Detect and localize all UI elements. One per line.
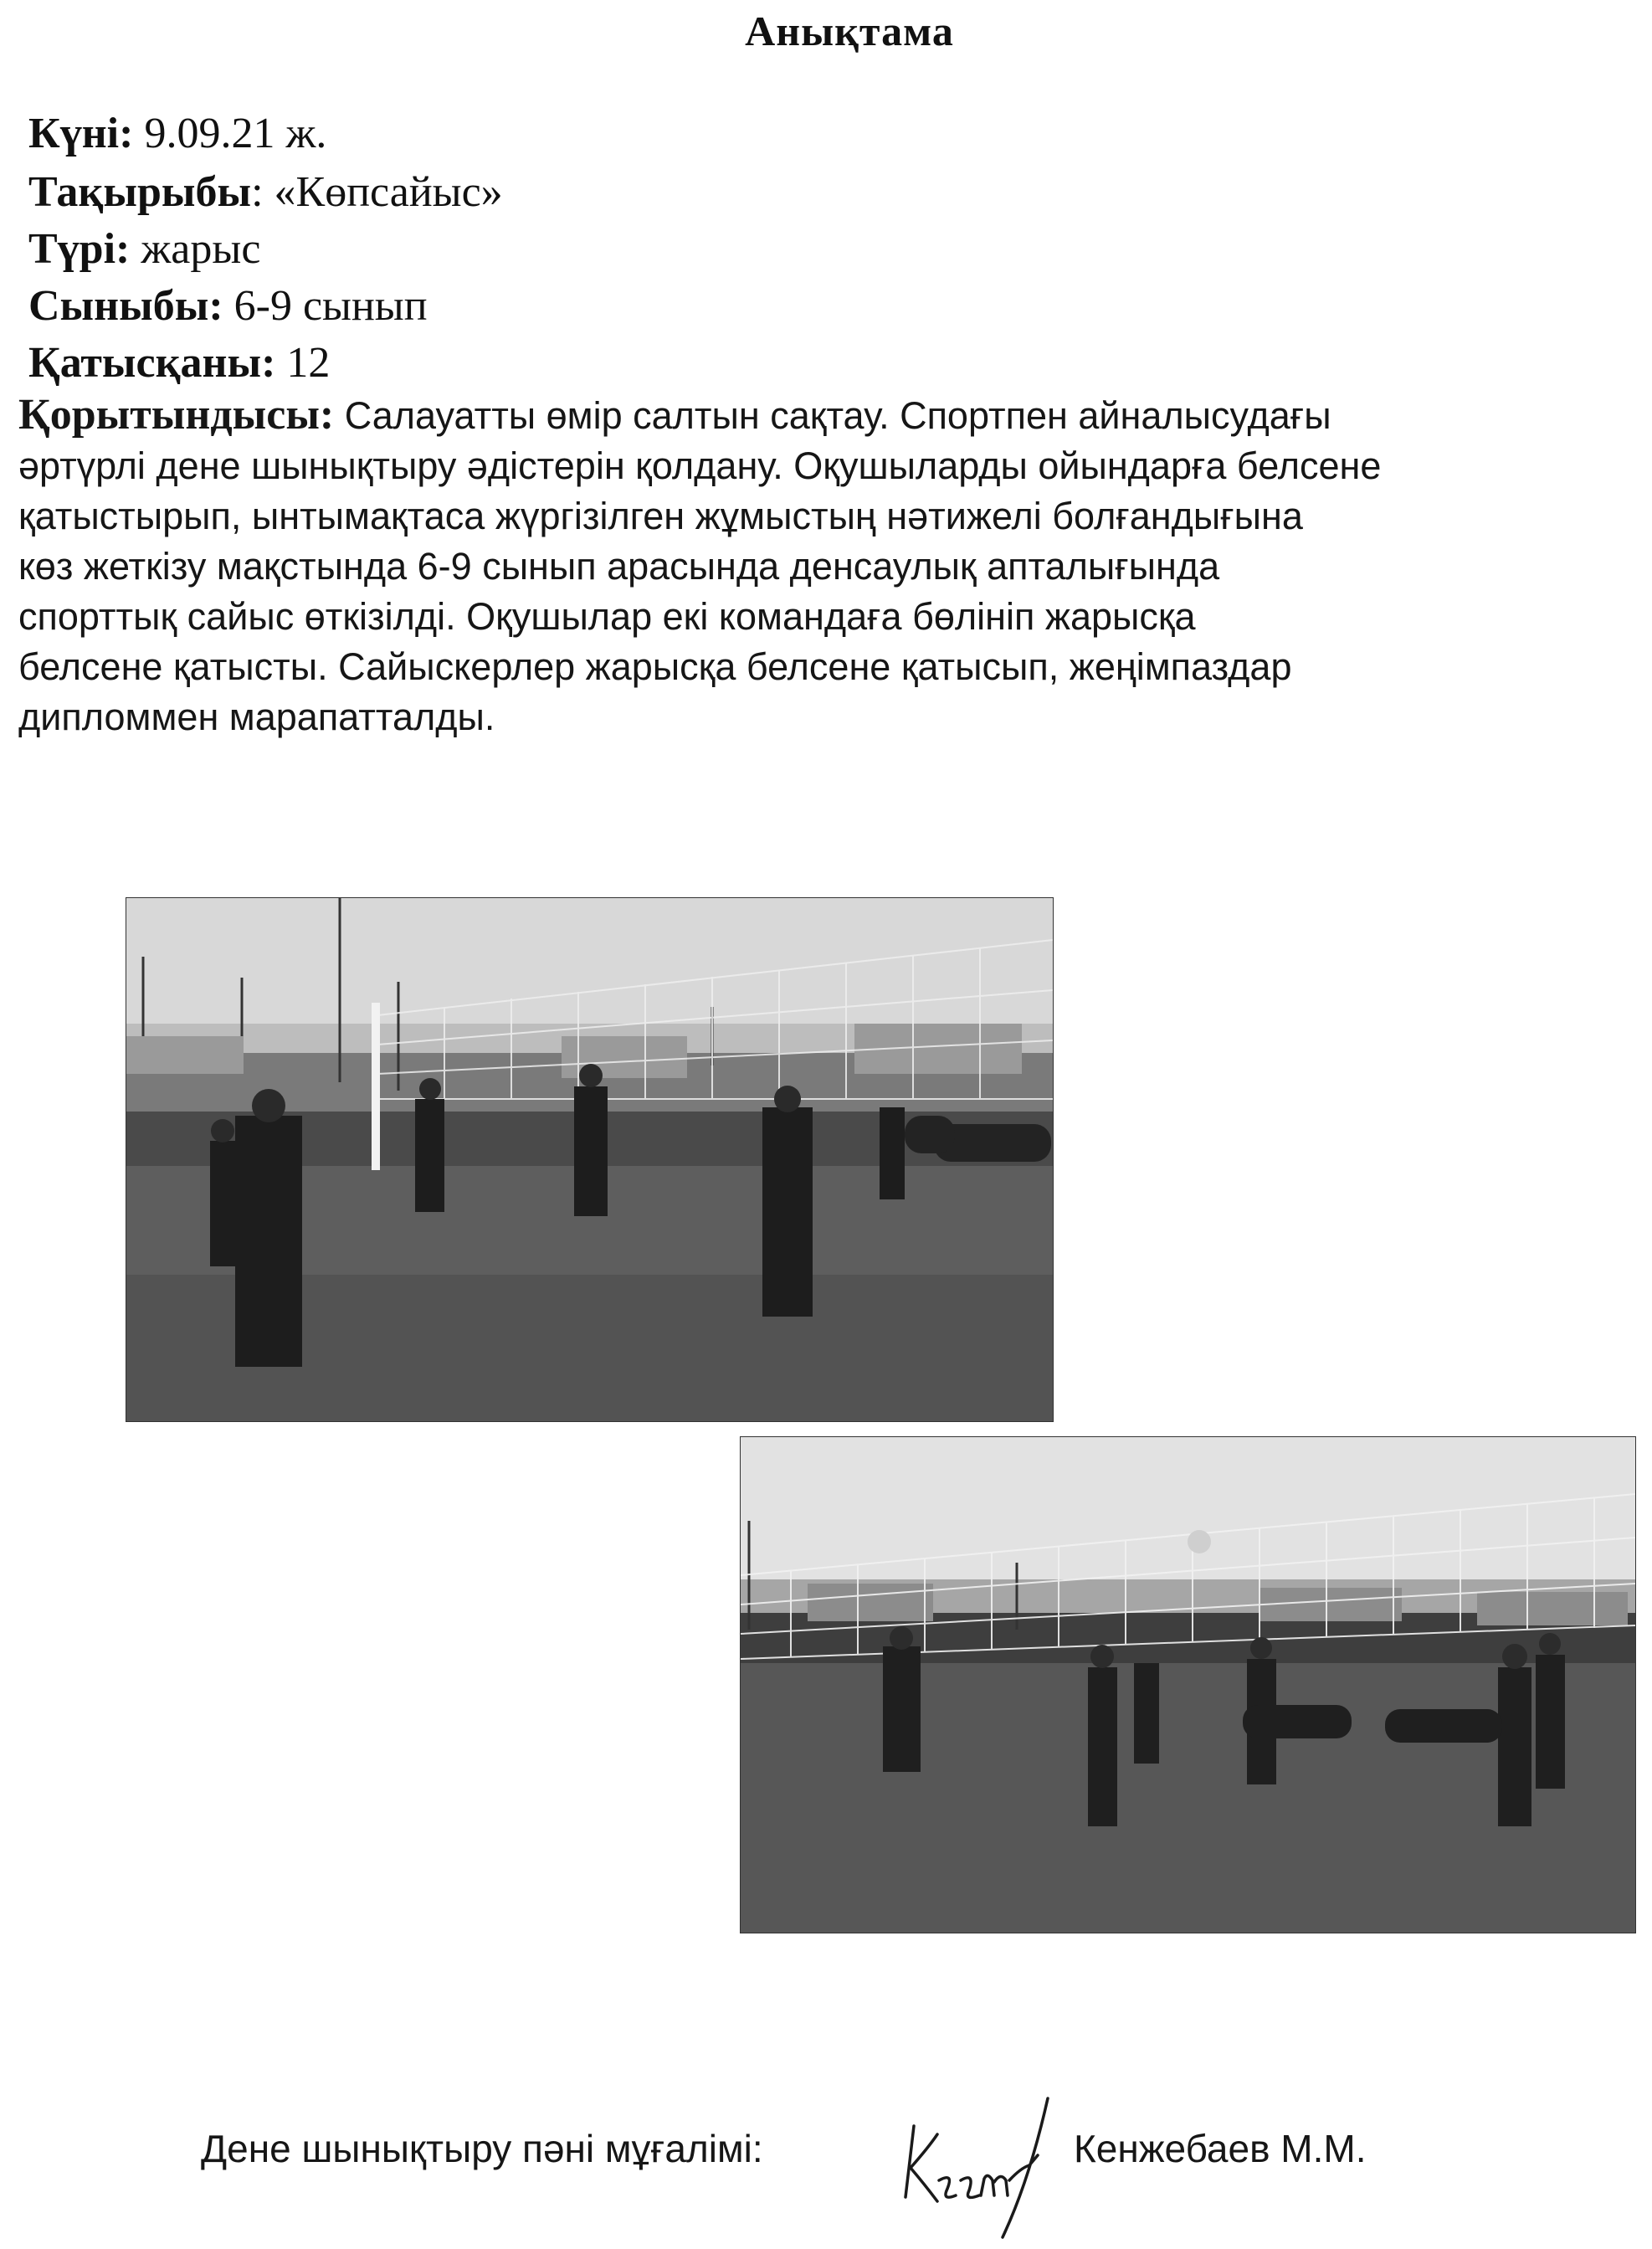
field-participants-label: Қатысқаны: <box>28 339 276 387</box>
summary-line: әртүрлі дене шынықтыру әдістерін қолдану. Оқушыларды ойындарға белсене <box>18 444 1382 487</box>
field-topic-value: : «Көпсайыс» <box>251 168 503 216</box>
summary-text: Салауатты өмір салтын сақтау. Спортпен айналысудағы <box>334 394 1331 437</box>
field-topic-label: Тақырыбы <box>28 168 252 216</box>
field-type-value: жарыс <box>130 225 261 273</box>
summary-line: қатыстырып, ынтымақтаса жүргізілген жұмыстың нәтижелі болғандығына <box>18 495 1303 537</box>
summary-line: спорттық сайыс өткізілді. Оқушылар екі командаға бөлініп жарысқа <box>18 595 1196 638</box>
signature-name: Кенжебаев М.М. <box>1074 2127 1367 2170</box>
event-photo-2 <box>740 1436 1636 1933</box>
field-grade-label: Сыныбы: <box>28 282 223 330</box>
signature-role: Дене шынықтыру пәні мұғалімі: <box>201 2127 763 2170</box>
summary-line: белсене қатысты. Сайыскерлер жарысқа белсене қатысып, жеңімпаздар <box>18 645 1292 688</box>
summary-line: көз жеткізу мақстында 6-9 сынып арасында денсаулық апталығында <box>18 545 1220 588</box>
handwritten-signature <box>904 2088 1071 2239</box>
field-date-value: 9.09.21 ж. <box>133 110 327 157</box>
field-date <box>28 107 326 161</box>
summary-line <box>18 390 1638 441</box>
event-photo-1 <box>126 897 1054 1422</box>
summary-line: дипломмен марапатталды. <box>18 696 495 738</box>
field-participants <box>28 336 330 390</box>
field-type-label: Түрі: <box>28 225 131 273</box>
volleyball-photo-1 <box>126 898 1053 1421</box>
field-grade-value: 6-9 сынып <box>223 282 428 330</box>
document-title: Анықтама <box>745 8 954 54</box>
field-participants-value: 12 <box>275 339 331 387</box>
field-date-label: Күні: <box>28 110 134 157</box>
field-topic <box>28 166 503 219</box>
summary-label: Қорытындысы: <box>18 391 335 439</box>
volleyball-photo-2 <box>741 1437 1635 1933</box>
field-type <box>28 223 260 276</box>
summary-paragraph <box>18 390 1638 742</box>
field-grade <box>28 280 428 333</box>
